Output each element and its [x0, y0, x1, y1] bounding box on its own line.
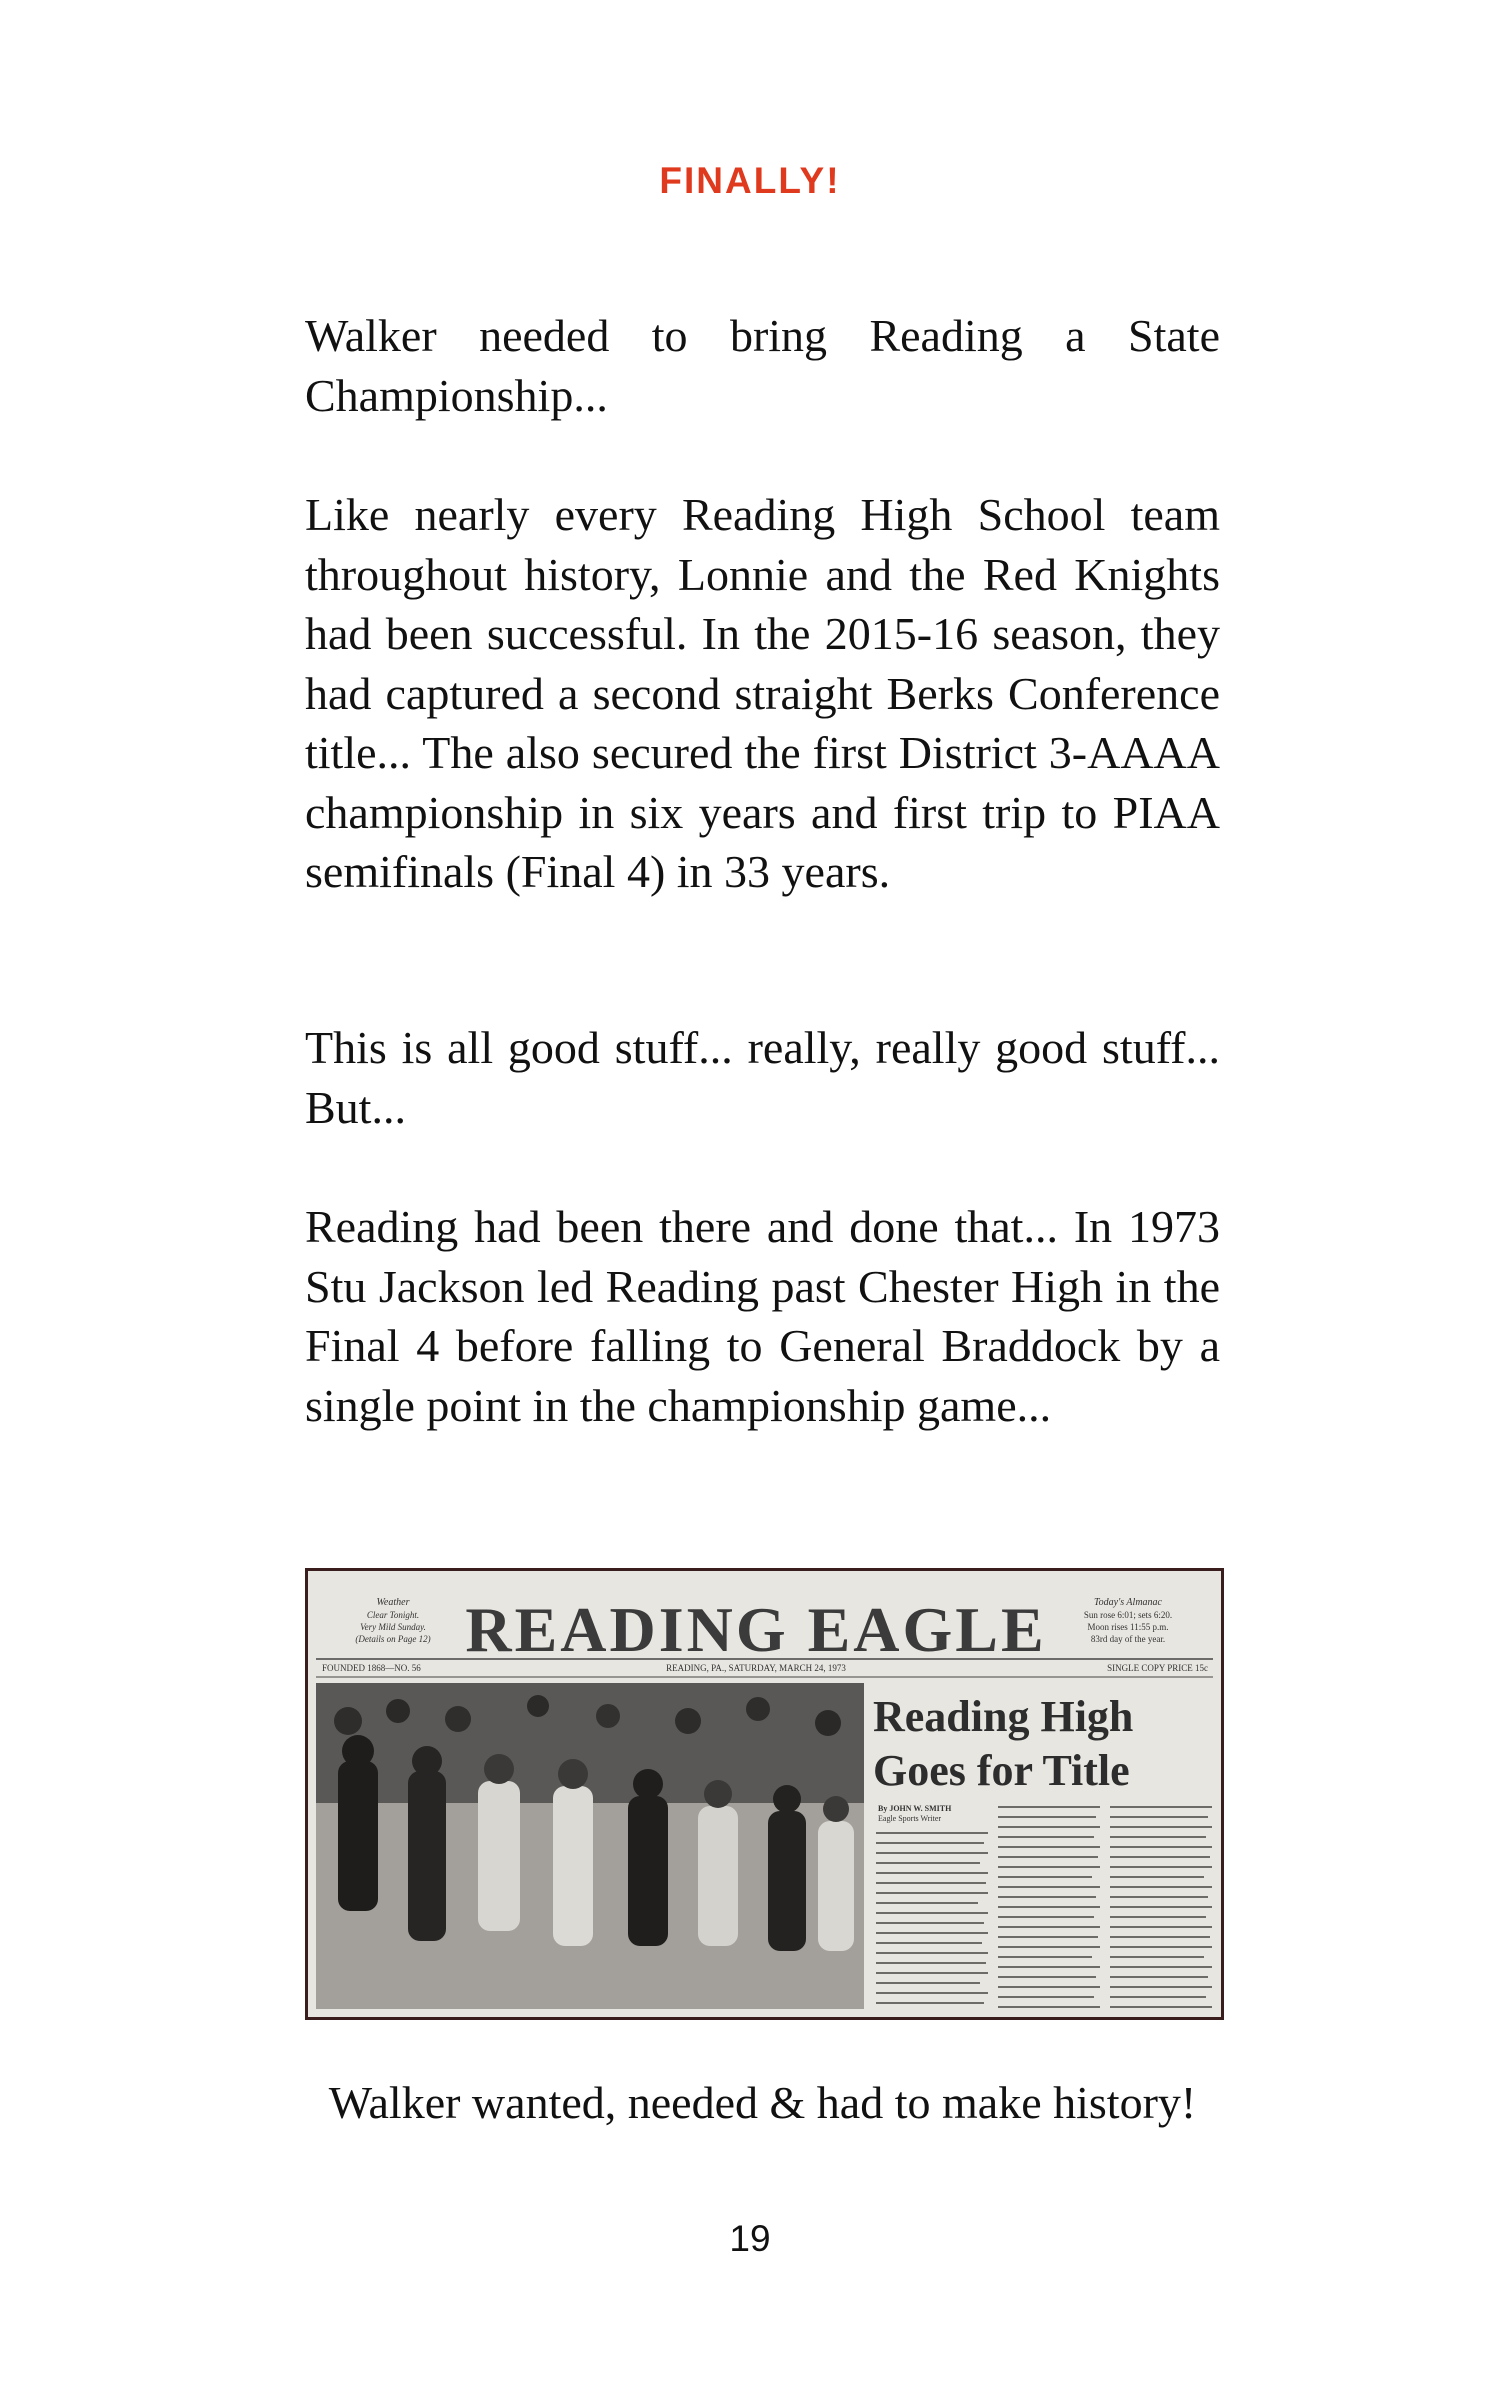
paragraph-good-stuff: This is all good stuff... really, really good stuff... But... [305, 1022, 1220, 1133]
basketball-photo [316, 1683, 864, 2009]
closing-line: Walker wanted, needed & had to make history! [328, 2077, 1197, 2128]
almanac-label: Today's Almanac [1094, 1597, 1162, 1608]
masthead: READING EAGLE [465, 1594, 1047, 1665]
price-line: SINGLE COPY PRICE 15c [1107, 1663, 1208, 1673]
weather-line-1: Clear Tonight. [366, 1610, 420, 1620]
chapter-title: FINALLY! [659, 160, 841, 201]
newspaper-clipping-image [305, 1568, 1224, 2020]
almanac-line-3: 83rd day of the year. [1090, 1634, 1166, 1644]
weather-line-3: (Details on Page 12) [355, 1634, 431, 1644]
headline-line-2: Goes for Title [873, 1746, 1130, 1795]
founded-line: FOUNDED 1868—NO. 56 [322, 1663, 421, 1673]
byline: By JOHN W. SMITH [878, 1804, 952, 1813]
almanac-line-1: Sun rose 6:01; sets 6:20. [1083, 1610, 1173, 1620]
weather-line-2: Very Mild Sunday. [360, 1622, 426, 1632]
dateline: READING, PA., SATURDAY, MARCH 24, 1973 [666, 1663, 846, 1673]
paragraph-history: Like nearly every Reading High School team throughout history, Lonnie and the Red Knights had been successful. In the 2015-16 season, they had captured a second straight Berks Conference title... The also secured the first District 3-AAAA championship in six years and first trip to PIAA semifinals (Final 4) in 33 years. [305, 489, 1220, 897]
byline-role: Eagle Sports Writer [878, 1814, 942, 1823]
newspaper-clipping-svg [308, 1571, 1221, 2017]
paragraph-1973: Reading had been there and done that... In 1973 Stu Jackson led Reading past Chester High in the Final 4 before falling to General Braddock by a single point in the championship game... [305, 1201, 1220, 1431]
almanac-line-2: Moon rises 11:55 p.m. [1087, 1622, 1169, 1632]
page-number: 19 [729, 2218, 771, 2259]
headline-line-1: Reading High [873, 1692, 1134, 1741]
paragraph-intro: Walker needed to bring Reading a State Championship... [305, 310, 1220, 421]
weather-label: Weather [376, 1597, 410, 1608]
